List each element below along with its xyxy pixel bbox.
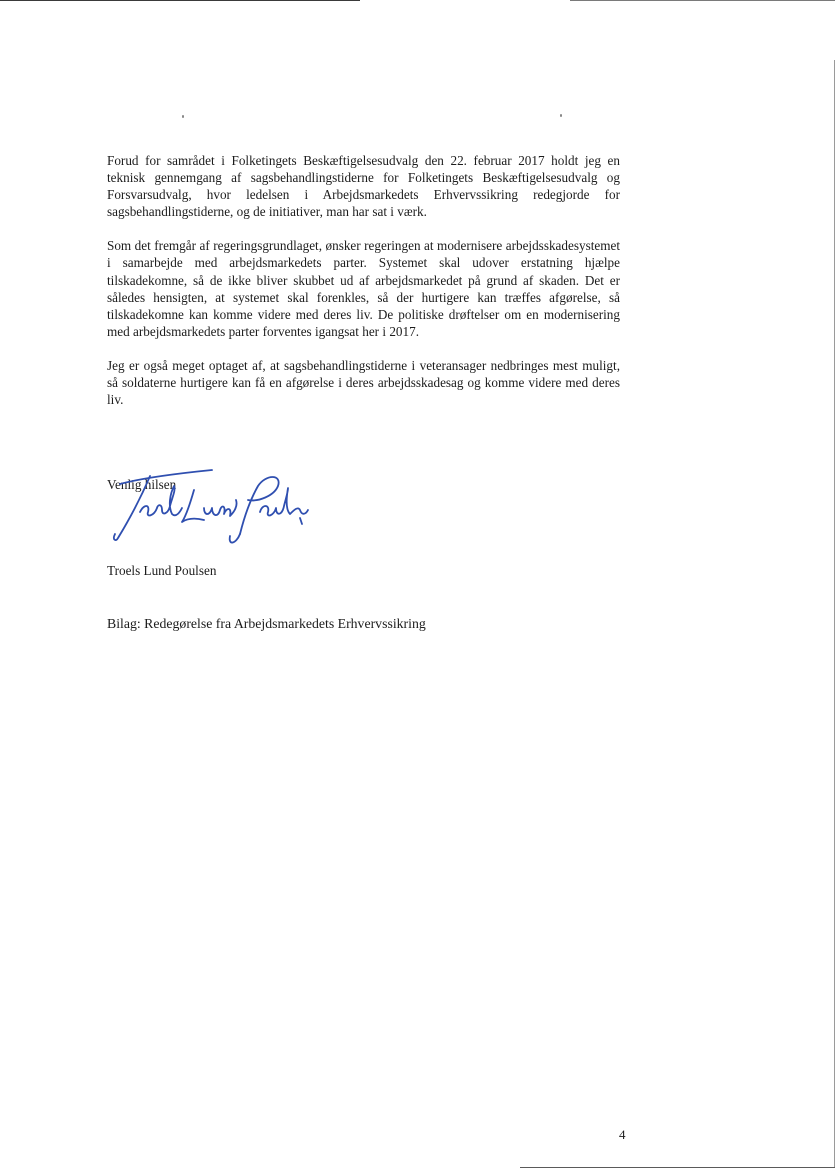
- paragraph-veteransager: Jeg er også meget optaget af, at sagsbehandlingstiderne i veteransager nedbringes mest muligt, så soldaterne hurtigere kan få en afgørelse i deres arbejdsskadesag og komme videre med deres liv.: [107, 357, 620, 408]
- letter-body: [107, 152, 620, 408]
- paragraph-regeringsgrundlag: Som det fremgår af regeringsgrundlaget, ønsker regeringen at modernisere arbejdsskadesystemet i samarbejde med arbejdsmarkedets parter. Systemet skal udover erstatning hjælpe tilskadekomne, så de ikke bliver skubbet ud af arbejdsmarkedet på grund af skaden. Det er således hensigten, at systemet skal forenkles, så der hurtigere kan træffes afgørelse, så tilskadekomne kan komme videre med deres liv. De politiske drøftelser om en modernisering med arbejdsmarkedets parter forventes igangsat her i 2017.: [107, 238, 620, 339]
- signer-name: Troels Lund Poulsen: [107, 563, 217, 578]
- scan-speck: [560, 114, 562, 117]
- page-number: 4: [619, 1127, 626, 1142]
- scan-edge-top: [0, 0, 360, 1]
- scan-speck: [182, 115, 184, 118]
- closing-block: [107, 472, 407, 552]
- scan-edge-top-right: [570, 0, 835, 1]
- paragraph-samraad: Forud for samrådet i Folketingets Beskæftigelsesudvalg den 22. februar 2017 holdt jeg en teknisk gennemgang af sagsbehandlingstiderne for Folketingets Beskæftigelsesudvalg og Forsvarsudvalg, hvor ledelsen i Arbejdsmarkedets Erhvervssikring redegjorde for sagsbehandlingstiderne, og de initiativer, man har sat i værk.: [107, 153, 620, 220]
- attachment-note: Bilag: Redegørelse fra Arbejdsmarkedets Erhvervssikring: [107, 616, 426, 631]
- greeting: Venlig hilsen: [107, 477, 177, 492]
- handwritten-signature: [62, 460, 312, 550]
